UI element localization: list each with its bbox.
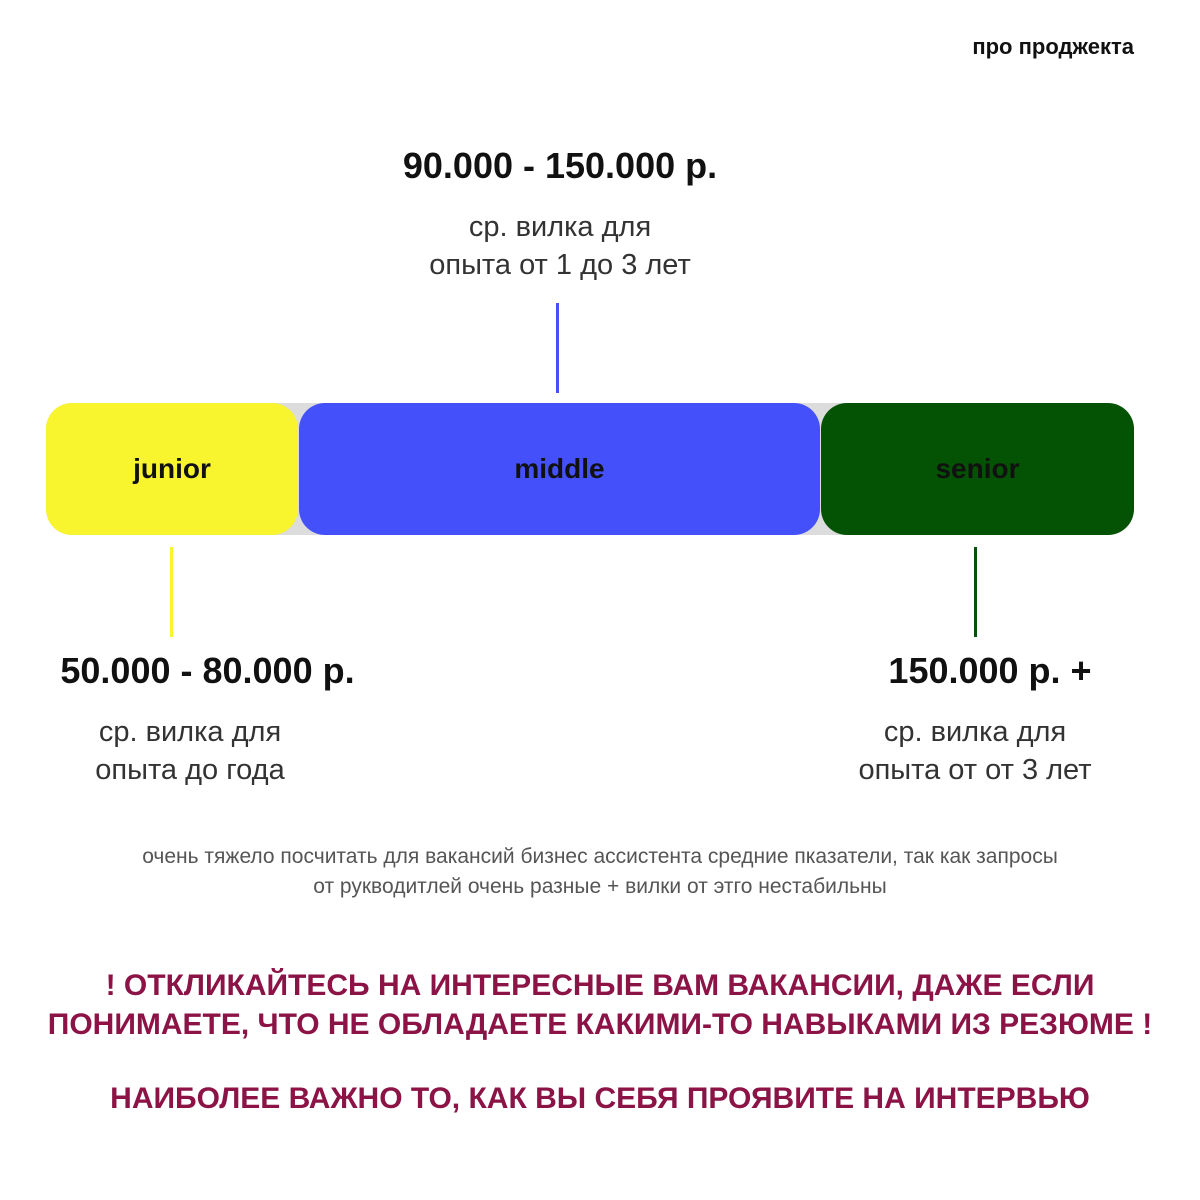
calculation-note — [30, 842, 1170, 902]
level-label-middle: middle — [514, 453, 605, 484]
senior-salary-range: 150.000 р. + — [888, 650, 1092, 691]
junior-pointer-line — [170, 547, 173, 637]
level-segment-senior — [821, 403, 1134, 535]
middle-salary-range: 90.000 - 150.000 р. — [402, 145, 718, 186]
junior-description-line1: ср. вилка для — [98, 716, 282, 748]
cta-interview-message — [0, 1079, 1200, 1118]
junior-description — [30, 713, 350, 789]
brand-label: про проджекта — [972, 34, 1134, 59]
level-segment-junior — [46, 403, 298, 535]
senior-description-line2: опыта от от 3 лет — [858, 754, 1092, 786]
level-segment-middle — [299, 403, 820, 535]
note-line1: очень тяжело посчитать для вакансий бизнес ассистента средние пказатели, так как запросы — [142, 845, 1058, 868]
senior-description — [820, 713, 1130, 789]
level-label-senior: senior — [935, 453, 1020, 484]
junior-salary-range: 50.000 - 80.000 р. — [60, 650, 355, 691]
note-line2: от рукводитлей очень разные + вилки от этго нестабильны — [313, 875, 887, 898]
senior-description-line1: ср. вилка для — [883, 716, 1067, 748]
cta-line1: ! ОТКЛИКАЙТЕСЬ НА ИНТЕРЕСНЫЕ ВАМ ВАКАНСИИ, ДАЖЕ ЕСЛИ — [105, 969, 1095, 1002]
middle-pointer-line — [556, 303, 559, 393]
cta-line2: ПОНИМАЕТЕ, ЧТО НЕ ОБЛАДАЕТЕ КАКИМИ-ТО НАВЫКАМИ ИЗ РЕЗЮМЕ ! — [47, 1008, 1153, 1041]
cta-apply-message — [0, 966, 1200, 1044]
level-label-junior: junior — [133, 453, 211, 484]
middle-description — [330, 208, 790, 284]
middle-description-line1: ср. вилка для — [468, 211, 652, 243]
cta-line3: НАИБОЛЕЕ ВАЖНО ТО, КАК ВЫ СЕБЯ ПРОЯВИТЕ НА ИНТЕРВЬЮ — [110, 1082, 1090, 1115]
senior-pointer-line — [974, 547, 977, 637]
middle-description-line2: опыта от 1 до 3 лет — [429, 249, 691, 281]
junior-description-line2: опыта до года — [95, 754, 285, 786]
